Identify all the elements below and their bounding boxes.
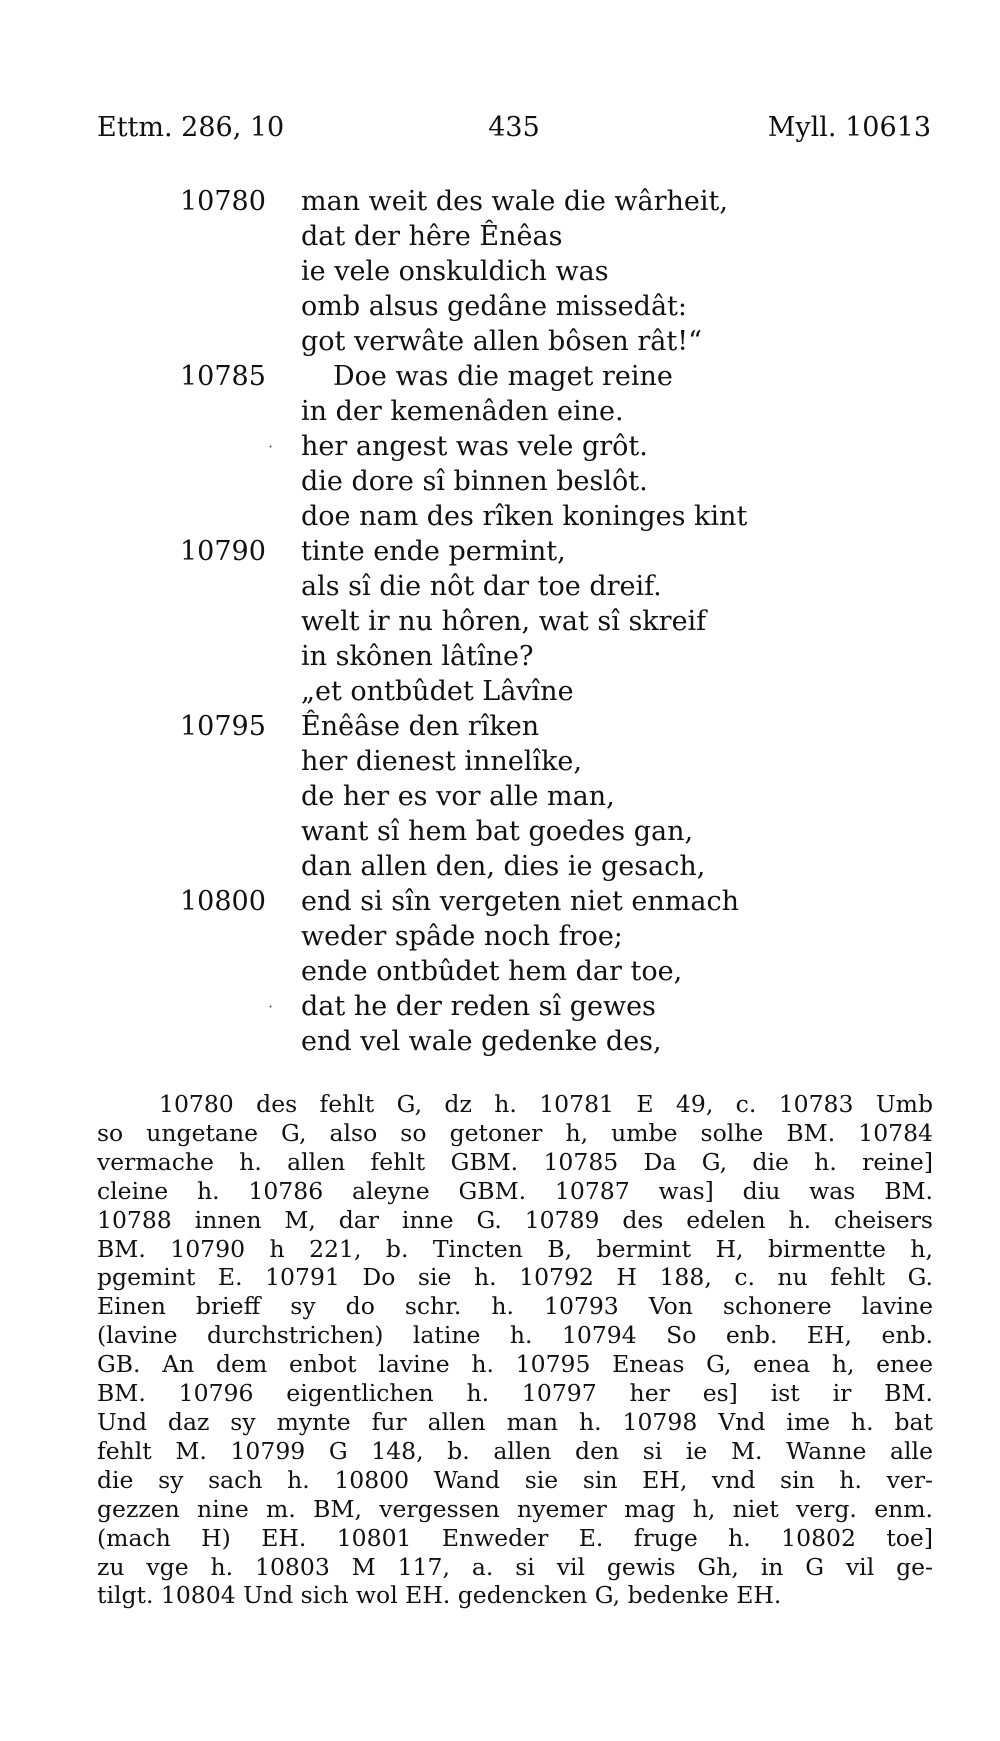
- verse-line: [0, 534, 1000, 569]
- verse-text: doe nam des rîken koninges kint: [301, 501, 748, 532]
- verse-text: in skônen lâtîne?: [301, 641, 534, 672]
- verse-text: weder spâde noch froe;: [301, 921, 623, 952]
- apparatus-line: gezzen nine m. BM, vergessen nyemer mag h, niet verg. enm.: [97, 1494, 933, 1523]
- verse-text: her dienest innelîke,: [301, 746, 582, 777]
- verse-line: [0, 289, 1000, 324]
- header-left-reference: Ettm. 286, 10: [97, 112, 285, 143]
- header-right-reference: Myll. 10613: [767, 112, 931, 143]
- apparatus-line: zu vge h. 10803 M 117, a. si vil gewis Gh, in G vil ge-: [97, 1552, 933, 1581]
- verse-text: ie vele onskuldich was: [301, 256, 609, 287]
- verse-line: [0, 744, 1000, 779]
- verse-text: Ênêâse den rîken: [301, 711, 540, 742]
- verse-line: [0, 569, 1000, 604]
- verse-text: als sî die nôt dar toe dreif.: [301, 571, 662, 602]
- apparatus-line: GB. An dem enbot lavine h. 10795 Eneas G, enea h, enee: [97, 1350, 933, 1379]
- apparatus-line: 10780 des fehlt G, dz h. 10781 E 49, c. 10783 Umb: [159, 1090, 933, 1118]
- line-number: 10790: [180, 536, 266, 567]
- line-number: 10785: [180, 361, 266, 392]
- verse-text: end vel wale gedenke des,: [301, 1026, 662, 1057]
- verse-line: [0, 219, 1000, 254]
- line-number: 10800: [180, 886, 266, 917]
- verse-text: her angest was vele grôt.: [301, 431, 648, 462]
- apparatus-line: pgemint E. 10791 Do sie h. 10792 H 188, c. nu fehlt G.: [97, 1263, 933, 1292]
- apparatus-line: vermache h. allen fehlt GBM. 10785 Da G, die h. reine]: [97, 1147, 933, 1176]
- verse-line: [0, 1024, 1000, 1059]
- verse-text: omb alsus gedâne missedât:: [301, 291, 687, 322]
- verse-line: [0, 884, 1000, 919]
- apparatus-line: tilgt. 10804 Und sich wol EH. gedencken G, bedenke EH.: [97, 1581, 782, 1610]
- verse-text: de her es vor alle man,: [301, 781, 615, 812]
- verse-text: dat der hêre Ênêas: [301, 221, 563, 252]
- apparatus-line: Einen brieff sy do schr. h. 10793 Von schonere lavine: [97, 1292, 933, 1321]
- verse-line: [0, 394, 1000, 429]
- verse-line: [0, 464, 1000, 499]
- verse-line: [0, 814, 1000, 849]
- apparatus-line: so ungetane G, also so getoner h, umbe solhe BM. 10784: [97, 1118, 933, 1147]
- verse-text: man weit des wale die wârheit,: [301, 186, 728, 217]
- verse-text: dan allen den, dies ie gesach,: [301, 851, 706, 882]
- verse-line: [0, 919, 1000, 954]
- apparatus-line: BM. 10790 h 221, b. Tincten B, bermint H, birmentte h,: [97, 1234, 933, 1263]
- apparatus-line: cleine h. 10786 aleyne GBM. 10787 was] diu was BM.: [97, 1176, 933, 1205]
- verse-line: [0, 359, 1000, 394]
- apparatus-line: 10788 innen M, dar inne G. 10789 des edelen h. cheisers: [97, 1205, 933, 1234]
- verse-text: dat he der reden sî gewes: [301, 991, 656, 1022]
- verse-line: [0, 849, 1000, 884]
- apparatus-line: Und daz sy mynte fur allen man h. 10798 Vnd ime h. bat: [97, 1407, 933, 1436]
- verse-line: [0, 709, 1000, 744]
- margin-dot-mark: ·: [268, 437, 274, 456]
- verse-text: end si sîn vergeten niet enmach: [301, 886, 739, 917]
- verse-text: „et ontbûdet Lâvîne: [301, 676, 574, 707]
- apparatus-line: die sy sach h. 10800 Wand sie sin EH, vnd sin h. ver-: [97, 1465, 933, 1494]
- apparatus-line: (mach H) EH. 10801 Enweder E. fruge h. 10802 toe]: [97, 1523, 933, 1552]
- margin-dot-mark: ·: [268, 997, 274, 1016]
- apparatus-line: fehlt M. 10799 G 148, b. allen den si ie M. Wanne alle: [97, 1436, 933, 1465]
- page-number: 435: [488, 112, 540, 143]
- verse-line: [0, 674, 1000, 709]
- verse-line: [0, 324, 1000, 359]
- verse-line: [0, 429, 1000, 464]
- verse-line: [0, 989, 1000, 1024]
- verse-line: [0, 184, 1000, 219]
- verse-text: in der kemenâden eine.: [301, 396, 624, 427]
- verse-text: welt ir nu hôren, wat sî skreif: [301, 606, 707, 637]
- verse-line: [0, 639, 1000, 674]
- critical-apparatus: [97, 1090, 933, 1610]
- apparatus-line: BM. 10796 eigentlichen h. 10797 her es] ist ir BM.: [97, 1379, 933, 1408]
- verse-text: want sî hem bat goedes gan,: [301, 816, 694, 847]
- verse-text: tinte ende permint,: [301, 536, 566, 567]
- running-header: [97, 108, 931, 148]
- verse-line: [0, 604, 1000, 639]
- line-number: 10795: [180, 711, 266, 742]
- apparatus-line: (lavine durchstrichen) latine h. 10794 So enb. EH, enb.: [97, 1321, 933, 1350]
- verse-text-block: [0, 184, 1000, 1059]
- verse-line: [0, 499, 1000, 534]
- verse-text: die dore sî binnen beslôt.: [301, 466, 648, 497]
- verse-line: [0, 779, 1000, 814]
- verse-text: ende ontbûdet hem dar toe,: [301, 956, 683, 987]
- verse-line: [0, 954, 1000, 989]
- verse-line: [0, 254, 1000, 289]
- line-number: 10780: [180, 186, 266, 217]
- verse-text: Doe was die maget reine: [333, 361, 673, 392]
- verse-text: got verwâte allen bôsen rât!“: [301, 326, 702, 357]
